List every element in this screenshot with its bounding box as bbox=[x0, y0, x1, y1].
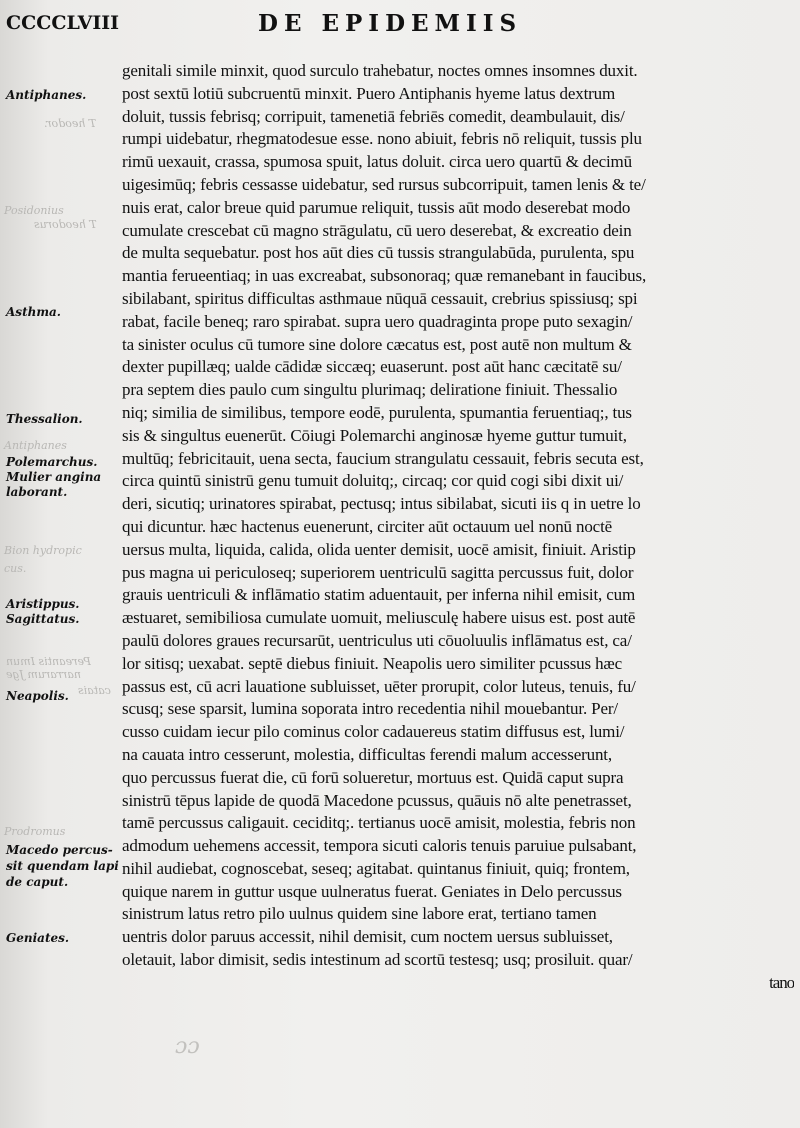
bleed-through-text: T heodor. bbox=[44, 117, 97, 130]
text-line: uentris dolor paruus accessit, nihil demisit, cum noctem uersus subluisset, bbox=[122, 927, 613, 947]
text-line: nihil audiebat, cognoscebat, seseq; agitabat. quintanus finiuit, quiq; frontem, bbox=[122, 858, 630, 878]
margin-note-caput: de caput. bbox=[6, 875, 69, 889]
bleed-through-text: Posidonius bbox=[4, 204, 64, 217]
text-line: genitali simile minxit, quod surculo trahebatur, noctes omnes insomnes duxit. bbox=[122, 61, 638, 80]
margin-note-lapide: sit quendam lapi bbox=[6, 859, 119, 873]
text-line: mantia ferueentiaq; in uas excreabat, subsonoraq; quæ remanebant in faucibus, bbox=[122, 266, 647, 286]
text-line: pra septem dies paulo cum singultu plurimaq; deliratione finiuit. Thessalio bbox=[122, 380, 618, 400]
body-text bbox=[122, 60, 794, 995]
bleed-through-text: Prodromus bbox=[4, 825, 66, 838]
bleed-through-text: Pereantis Imun bbox=[6, 655, 91, 668]
text-line: lor sitisq; uexabat. septē diebus finiuit. Neapolis uero similiter pcussus hæc bbox=[122, 653, 623, 673]
bleed-through-text: catais bbox=[78, 684, 111, 697]
margin-note-asthma: Asthma. bbox=[6, 305, 61, 319]
margin-note-antiphanes: Antiphanes. bbox=[6, 88, 87, 102]
text-line: oletauit, labor dimisit, sedis intestinum ad scortū testesq; usq; prosiluit. quar/ bbox=[122, 950, 633, 970]
text-line: sibilabant, spiritus difficultas asthmaue nūquā cessauit, crebrius spissiusq; spi bbox=[122, 288, 638, 308]
margin-note-laborant: laborant. bbox=[6, 485, 68, 499]
margin-note-neapolis: Neapolis. bbox=[6, 689, 69, 703]
text-line: grauis uentriculi & inflāmatio statim aduentauit, per inferna nihil emisit, cum bbox=[122, 585, 636, 605]
text-line: multūq; febricitauit, uena secta, faucium strangulatu cessauit, febris secuta est, bbox=[122, 448, 644, 468]
text-line: pus magna ui periculoseq; superiorem uentriculū sagitta percussus fuit, dolor bbox=[122, 562, 634, 582]
text-line: scusq; sese sparsit, lumina soporata intro recedentia nihil mouebantur. Per/ bbox=[122, 699, 618, 719]
text-line: na cauata intro cesserunt, molestia, difficultas ferendi malum accesserunt, bbox=[122, 744, 612, 764]
margin-note-geniates: Geniates. bbox=[6, 931, 70, 945]
margin-note-thessalion: Thessalion. bbox=[6, 412, 83, 426]
text-line: rumpi uidebatur, rhegmatodesue esse. nono abiuit, febris nō reliquit, tussis plu bbox=[122, 129, 642, 149]
margin-notes bbox=[0, 0, 118, 1128]
text-line: de multa sequebatur. post hos aūt dies cū tussis strangulabūda, purulenta, spu bbox=[122, 243, 635, 263]
text-line: rimū uexauit, crassa, spumosa spuit, latus doluit. circa uero quartū & decimū bbox=[122, 152, 632, 172]
text-line: nuis erat, calor breue quid parumue reliquit, tussis aūt modo deserebat modo bbox=[122, 197, 631, 217]
text-line: tamē percussus caligauit. ceciditq;. tertianus uocē amisit, molestia, febris non bbox=[122, 813, 636, 833]
text-line: admodum uehemens accessit, tempora sicuti caloris tenuis paruiue pulsabant, bbox=[122, 836, 637, 856]
bleed-through-text: T heodorus bbox=[34, 218, 97, 231]
text-line: niq; similia de similibus, tempore eodē, purulenta, spumantia feruentiaq;, tus bbox=[122, 402, 632, 422]
text-line: sis & singultus euenerūt. Cōiugi Polemarchi anginosæ hyeme guttur tumuit, bbox=[122, 425, 627, 445]
text-line: deri, sicutiq; urinatores spirabat, pectusq; intus sibilabat, sicuti iis q in uetre lo bbox=[122, 494, 641, 514]
running-title: DE EPIDEMIIS bbox=[258, 10, 523, 37]
text-line: quo percussus fuerat die, cū forū solueretur, mortuus est. Quidā caput supra bbox=[122, 767, 624, 787]
text-line: paulū dolores graues recursarūt, uentriculus uti cōuoluulis inflāmatus est, ca/ bbox=[122, 630, 632, 650]
text-line: quique narem in guttur usque uulneratus fuerat. Geniates in Delo percussus bbox=[122, 881, 622, 901]
bleed-through-text: cus. bbox=[4, 562, 27, 575]
text-line: doluit, tussis febrisq; corripuit, tamenetiā febriēs comedit, deambulauit, dis/ bbox=[122, 106, 625, 126]
margin-note-macedo: Macedo percus- bbox=[6, 843, 113, 857]
text-line: circa quintū sinistrū genu tumuit doluitq;, circaq; cor quid cogi sibi dixit ui/ bbox=[122, 471, 624, 491]
text-line: ta sinister oculus cū tumore sine dolore cæcatus est, post autē non multum & bbox=[122, 334, 632, 354]
pencil-scribble: ɔɔ bbox=[175, 1034, 200, 1059]
text-line: cumulate crescebat cū magno strāgulatu, cū uero deserebat, & excreatio dein bbox=[122, 220, 632, 240]
text-line: qui dicuntur. hæc hactenus euenerunt, circiter aūt octauum uel nonū noctē bbox=[122, 516, 613, 536]
text-line: uigesimūq; febris cessasse uidebatur, sed rursus subcorripuit, tamen lenis & te/ bbox=[122, 174, 646, 194]
text-line: tano bbox=[769, 972, 794, 992]
text-line: æstuaret, semibiliosa cumulate uomuit, meliusculę habere uisus est. post autē bbox=[122, 608, 636, 628]
bleed-through-text: Bion hydropic bbox=[4, 544, 82, 557]
text-line: sinistrū tēpus lapide de quodā Macedone pcussus, quāuis nō alte penetrasset, bbox=[122, 790, 632, 810]
text-line: sinistrum latus retro pilo uulnus quidem sine labore erat, tertiano tamen bbox=[122, 904, 597, 924]
text-line: cusso cuidam iecur pilo cominus color cadauereus statim diffusus est, lumi/ bbox=[122, 722, 625, 742]
margin-note-mulier-angina: Mulier angina bbox=[6, 470, 102, 484]
text-line: post sextū lotiū subcruentū minxit. Puero Antiphanis hyeme latus dextrum bbox=[122, 83, 616, 103]
text-line: dexter pupillæq; ualde cādidæ siccæq; euaserunt. post aūt hanc cæcitatē su/ bbox=[122, 357, 622, 377]
bleed-through-text: Antiphanes bbox=[4, 439, 67, 452]
folio-number: CCCCLVIII bbox=[6, 12, 119, 34]
margin-note-aristippus: Aristippus. bbox=[6, 597, 80, 611]
margin-note-polemarchus: Polemarchus. bbox=[6, 455, 98, 469]
page-header bbox=[0, 6, 800, 46]
text-line: rabat, facile beneq; raro spirabat. supra uero quadraginta prope puto sexagin/ bbox=[122, 311, 633, 331]
bleed-through-text: narrarum Jge bbox=[6, 668, 81, 681]
text-line: passus est, cū acri lauatione subluisset, uēter prorupit, color luteus, tenuis, fu/ bbox=[122, 676, 636, 696]
margin-note-sagittatus: Sagittatus. bbox=[6, 612, 80, 626]
text-line: uersus multa, liquida, calida, olida uenter demisit, uocē amisit, finiuit. Aristip bbox=[122, 539, 636, 559]
